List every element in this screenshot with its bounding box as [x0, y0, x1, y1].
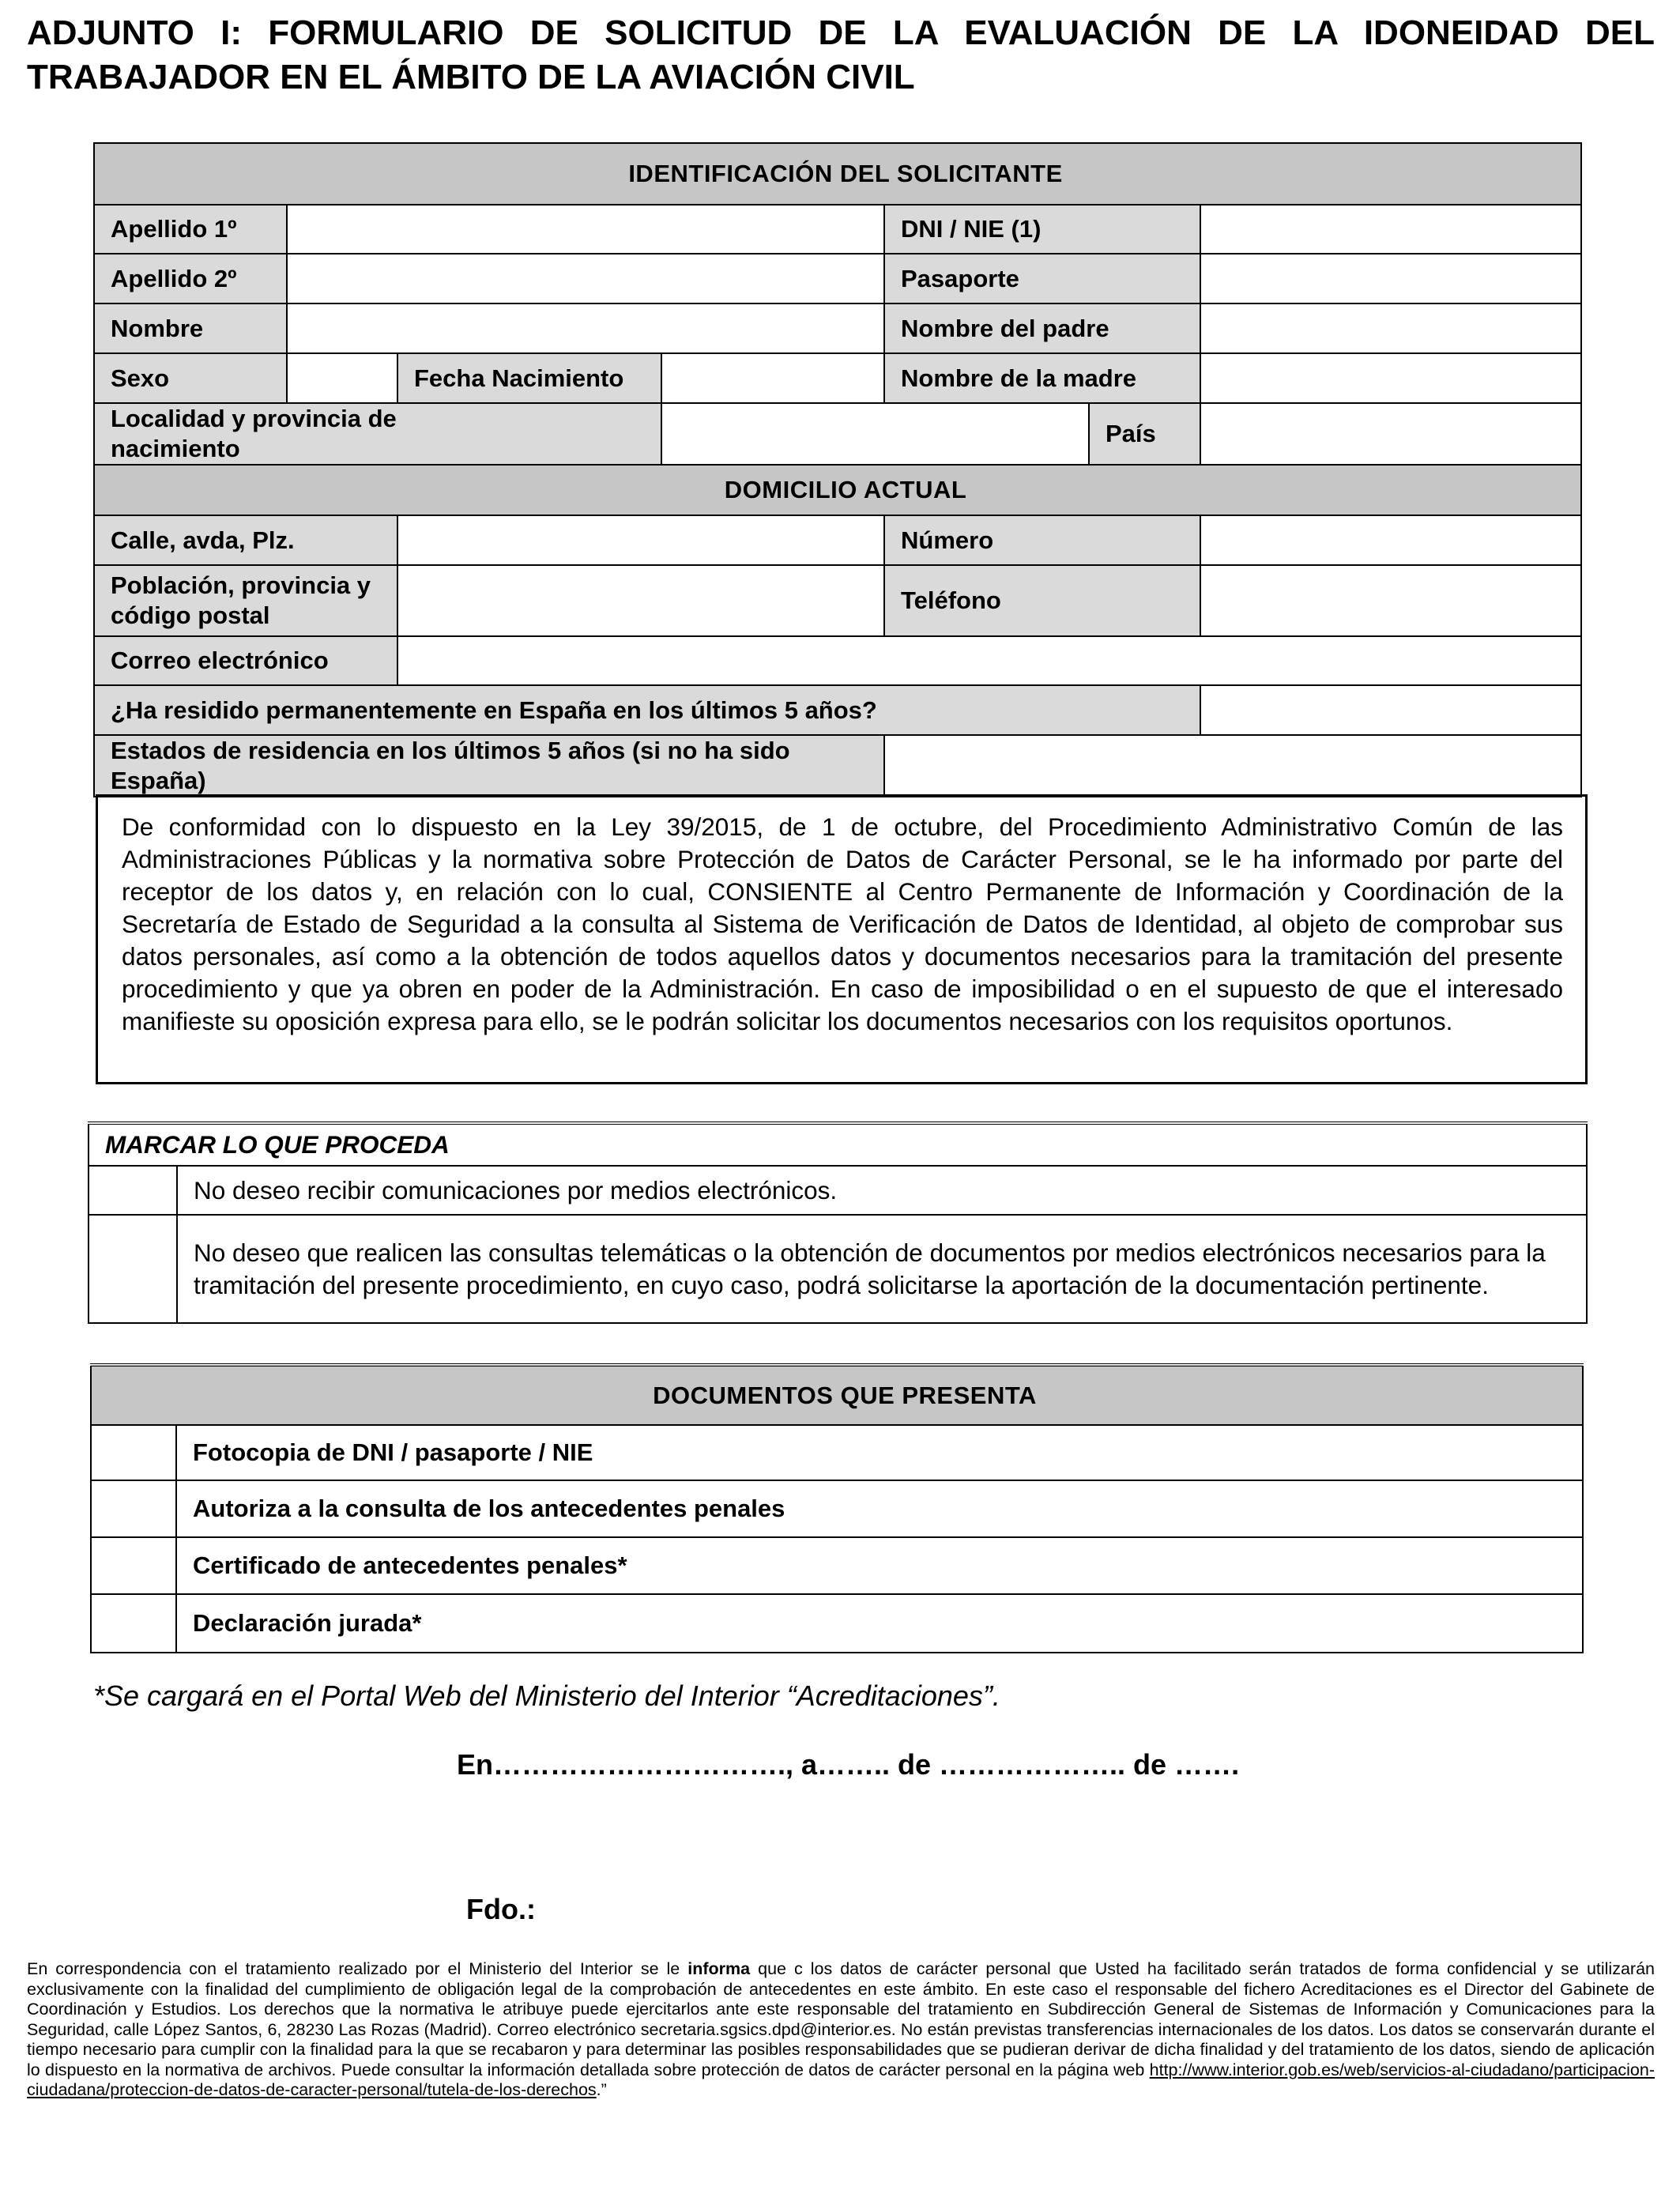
option2-text: No deseo que realicen las consultas telemáticas o la obtención de documentos por medios electrónicos necesarios para la tramitación del presente procedimiento, en cuyo caso, podrá solicitarse la aportación de la documentación pertinente.	[177, 1215, 1587, 1323]
apellido2-label: Apellido 2º	[94, 254, 287, 303]
localidad-field[interactable]	[661, 403, 1089, 465]
fecha-nacimiento-field[interactable]	[661, 353, 884, 403]
localidad-label-ext	[397, 403, 661, 465]
legal-text-1: En correspondencia con el tratamiento realizado por el Ministerio del Interior se le	[27, 1959, 688, 1978]
nombre-padre-label: Nombre del padre	[884, 303, 1200, 353]
sexo-field[interactable]	[287, 353, 397, 403]
apellido2-field[interactable]	[287, 254, 884, 303]
option2-checkbox[interactable]	[89, 1215, 177, 1323]
residido-label: ¿Ha residido permanentemente en España en los últimos 5 años?	[94, 685, 1200, 735]
sexo-label: Sexo	[94, 353, 287, 403]
pais-field[interactable]	[1200, 403, 1581, 465]
localidad-label: Localidad y provincia de nacimiento	[94, 403, 397, 465]
legal-link[interactable]: http://www.interior.gob.es/web/servicios-al-ciudadano/participacion-ciudadana/proteccion-de-datos-de-caracter-personal/tutela-de-los-derechos	[27, 2060, 1655, 2099]
pasaporte-label: Pasaporte	[884, 254, 1200, 303]
marcar-heading: MARCAR LO QUE PROCEDA	[89, 1123, 1587, 1166]
doc-item-1: Fotocopia de DNI / pasaporte / NIE	[176, 1425, 1583, 1480]
option1-checkbox[interactable]	[89, 1166, 177, 1215]
correo-label: Correo electrónico	[94, 636, 397, 685]
correo-field[interactable]	[397, 636, 1581, 685]
identificacion-heading: IDENTIFICACIÓN DEL SOLICITANTE	[94, 143, 1581, 205]
legal-text-2: que c los datos de carácter personal que Usted ha facilitado serán tratados de forma confidencial y se utilizarán exclusivamente con la finalidad del cumplimiento de obligación legal de la comprobación de antecedentes en este ámbito. En este caso el responsable del fichero Acreditaciones es el Director del Gabinete de Coordinación y Estudios. Los derechos que la normativa le atribuye puede ejercitarlos ante este responsable del tratamiento en Subdirección General de Sistemas de Información y Comunicaciones para la Seguridad, calle López Santos, 6, 28230 Las Rozas (Madrid). Correo electrónico secretaria.sgsics.dpd@interior.es. No están previstas transferencias internacionales de los datos. Los datos se conservarán durante el tiempo necesario para cumplir con la finalidad para la que se recabaron y para determinar las posibles responsabilidades que se pudieran derivar de dicha finalidad y del tratamiento de los datos, siendo de aplicación lo dispuesto en la normativa de archivos. Puede consultar la información detallada sobre protección de datos de carácter personal en la página web	[27, 1959, 1655, 2079]
calle-label: Calle, avda, Plz.	[94, 515, 397, 565]
consent-text: De conformidad con lo dispuesto en la Ley 39/2015, de 1 de octubre, del Procedimiento Administrativo Común de las Administraciones Públicas y la normativa sobre Protección de Datos de Carácter Personal, se le ha informado por parte del receptor de los datos y, en relación con lo cual, CONSIENTE al Centro Permanente de Información y Coordinación de la Secretaría de Estado de Seguridad a la consulta al Sistema de Verificación de Datos de Identidad, al objeto de comprobar sus datos personales, así como a la obtención de todos aquellos datos y documentos necesarios para la tramitación del presente procedimiento y que ya obren en poder de la Administración. En caso de imposibilidad o en el supuesto de que el interesado manifieste su oposición expresa para ello, se le podrán solicitar los documentos necesarios con los requisitos oportunos.	[96, 794, 1588, 1084]
doc-item-4: Declaración jurada*	[176, 1594, 1583, 1653]
nombre-padre-field[interactable]	[1200, 303, 1581, 353]
applicant-form-table	[93, 142, 1582, 797]
dni-label: DNI / NIE (1)	[884, 205, 1200, 254]
doc-checkbox-3[interactable]	[91, 1537, 176, 1594]
apellido1-field[interactable]	[287, 205, 884, 254]
apellido1-label: Apellido 1º	[94, 205, 287, 254]
telefono-field[interactable]	[1200, 565, 1581, 636]
residido-field[interactable]	[1200, 685, 1581, 735]
option1-text: No deseo recibir comunicaciones por medios electrónicos.	[177, 1166, 1587, 1215]
pasaporte-field[interactable]	[1200, 254, 1581, 303]
nombre-madre-label: Nombre de la madre	[884, 353, 1200, 403]
nombre-madre-field[interactable]	[1200, 353, 1581, 403]
nombre-field[interactable]	[287, 303, 884, 353]
legal-end: .”	[596, 2080, 607, 2099]
calle-field[interactable]	[397, 515, 884, 565]
telefono-label: Teléfono	[884, 565, 1200, 636]
dni-field[interactable]	[1200, 205, 1581, 254]
documentos-heading: DOCUMENTOS QUE PRESENTA	[91, 1365, 1583, 1425]
signature-label: Fdo.:	[466, 1893, 536, 1925]
doc-checkbox-1[interactable]	[91, 1425, 176, 1480]
marcar-table	[88, 1122, 1588, 1324]
place-date-line: En…………………………., a…….. de ……………….. de …….	[457, 1748, 1240, 1781]
numero-field[interactable]	[1200, 515, 1581, 565]
page-title: ADJUNTO I: FORMULARIO DE SOLICITUD DE LA EVALUACIÓN DE LA IDONEIDAD DEL TRABAJADOR EN EL ÁMBITO DE LA AVIACIÓN CIVIL	[27, 13, 1655, 96]
legal-bold: informa	[687, 1959, 751, 1978]
doc-item-3: Certificado de antecedentes penales*	[176, 1537, 1583, 1594]
poblacion-label-line1: Población, provincia y	[111, 571, 371, 599]
estados-field[interactable]	[884, 735, 1581, 797]
footnote: *Se cargará en el Portal Web del Ministerio del Interior “Acreditaciones”.	[93, 1679, 1000, 1712]
domicilio-heading: DOMICILIO ACTUAL	[94, 465, 1581, 515]
doc-checkbox-4[interactable]	[91, 1594, 176, 1653]
poblacion-field[interactable]	[397, 565, 884, 636]
numero-label: Número	[884, 515, 1200, 565]
pais-label: País	[1089, 403, 1200, 465]
fecha-nacimiento-label: Fecha Nacimiento	[397, 353, 661, 403]
nombre-label: Nombre	[94, 303, 287, 353]
doc-item-2: Autoriza a la consulta de los antecedentes penales	[176, 1480, 1583, 1537]
legal-notice	[27, 1959, 1655, 2101]
poblacion-label	[94, 565, 397, 636]
estados-label: Estados de residencia en los últimos 5 años (si no ha sido España)	[94, 735, 884, 797]
poblacion-label-line2: código postal	[111, 601, 270, 629]
doc-checkbox-2[interactable]	[91, 1480, 176, 1537]
documentos-table	[90, 1363, 1584, 1653]
